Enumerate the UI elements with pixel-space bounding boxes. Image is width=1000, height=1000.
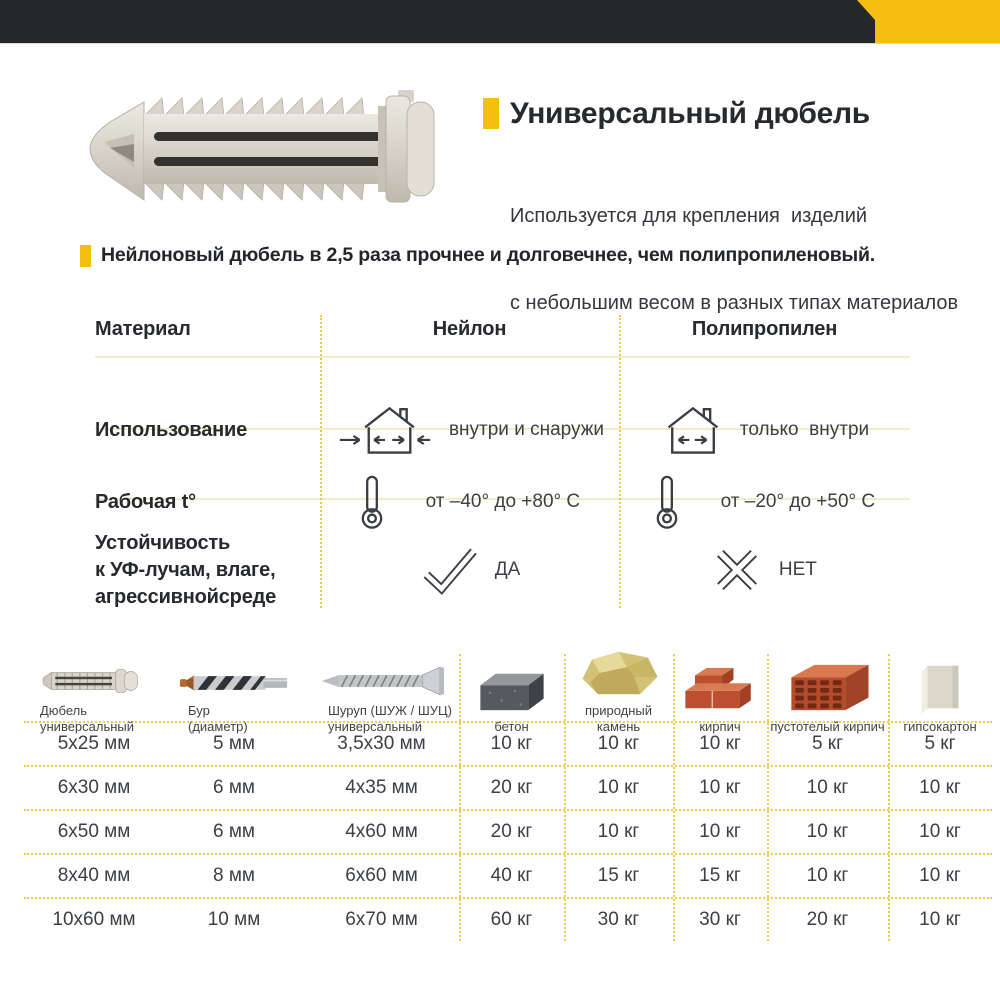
cross-icon <box>712 501 765 639</box>
table-cell: 10 кг <box>699 777 741 798</box>
yellow-marker <box>483 98 499 129</box>
table-cell: 15 кг <box>597 865 640 886</box>
table-cell: 10 кг <box>597 733 640 754</box>
column-label: бетон <box>494 719 529 734</box>
table-cell: 6x30 мм <box>57 777 131 798</box>
comparison-table <box>95 303 910 610</box>
column-header <box>673 648 767 735</box>
row-label <box>95 530 320 611</box>
table-cell: 5x25 мм <box>57 733 131 754</box>
spec-header-row <box>24 648 992 734</box>
column-header <box>564 648 673 735</box>
concrete-photo <box>459 668 564 714</box>
hero-description-line: с небольшим весом в разных типах материалов <box>510 292 959 314</box>
table-cell: 10 кг <box>597 777 640 798</box>
column-label: гипсокартон <box>903 719 977 734</box>
table-cell: 10 кг <box>806 777 849 798</box>
row-label: Рабочая t° <box>95 490 196 513</box>
table-row <box>24 809 992 853</box>
table-cell: 15 кг <box>699 865 741 886</box>
column-label: Шуруп (ШУЖ / ШУЦ) универсальный <box>328 703 452 734</box>
table-cell: 20 кг <box>490 821 533 842</box>
top-bar <box>0 0 1000 43</box>
table-cell: 20 кг <box>806 909 849 930</box>
yellow-marker <box>80 245 91 267</box>
column-header: Полипропилен <box>691 318 838 340</box>
row-label-line: агрессивнойсреде <box>95 585 277 608</box>
column-header <box>304 648 459 735</box>
table-divider <box>888 654 890 941</box>
table-cell: 10 кг <box>806 821 849 842</box>
column-header <box>888 648 992 735</box>
table-cell: 5 кг <box>811 733 844 754</box>
column-header: Материал <box>95 318 191 340</box>
table-cell <box>320 500 619 640</box>
page-title: Универсальный дюбель <box>510 97 870 130</box>
table-row <box>24 765 992 809</box>
statement-text: Нейлоновый дюбель в 2,5 раза прочнее и долговечнее, чем полипропиленовый. <box>101 244 875 266</box>
table-row <box>95 358 910 441</box>
table-cell: 10 кг <box>919 909 961 930</box>
row-label-line: к УФ-лучам, влаге, <box>95 558 276 581</box>
check-icon <box>419 500 481 640</box>
spec-table-body <box>24 723 992 941</box>
nylon-dowel-photo <box>80 86 455 211</box>
table-divider <box>564 654 566 941</box>
table-cell: 30 кг <box>699 909 741 930</box>
table-cell: 6 мм <box>213 821 255 842</box>
statement-block <box>80 244 875 267</box>
table-divider <box>767 654 769 941</box>
table-row <box>24 853 992 897</box>
comparison-header-row <box>95 303 910 358</box>
brick-photo <box>673 664 767 714</box>
dowel-photo <box>24 664 164 698</box>
table-divider <box>619 315 621 608</box>
table-cell: 20 кг <box>490 777 533 798</box>
table-divider <box>320 315 322 608</box>
cell-text: от –20° до +50° С <box>720 491 876 512</box>
table-cell: 5 мм <box>213 733 255 754</box>
table-divider <box>673 654 675 941</box>
table-cell: 6 мм <box>213 777 255 798</box>
column-header: Нейлон <box>432 318 507 340</box>
column-header <box>24 648 164 735</box>
column-label: кирпич <box>699 719 741 734</box>
cell-text: только внутри <box>739 419 870 440</box>
table-cell: 6x70 мм <box>345 909 418 930</box>
table-cell: 4x35 мм <box>345 777 418 798</box>
table-cell: 60 кг <box>490 909 533 930</box>
table-cell <box>619 501 910 639</box>
drywall-photo <box>888 660 992 714</box>
table-cell: 10x60 мм <box>52 909 136 930</box>
column-label: природный камень <box>584 703 653 734</box>
table-cell: 5 кг <box>924 733 956 754</box>
hollow-brick-photo <box>767 660 888 714</box>
column-label: пустотелый кирпич <box>770 719 885 734</box>
table-cell: 40 кг <box>490 865 533 886</box>
table-cell: 10 кг <box>919 777 961 798</box>
screw-photo <box>304 664 459 698</box>
cell-text: внутри и снаружи <box>448 419 605 440</box>
cell-text: НЕТ <box>778 559 817 580</box>
table-cell: 10 кг <box>699 821 741 842</box>
row-label: Использование <box>95 418 248 441</box>
stone-photo <box>564 648 673 698</box>
table-cell: 8 мм <box>213 865 255 886</box>
table-cell: 30 кг <box>597 909 640 930</box>
table-row <box>24 897 992 941</box>
cell-text: от –40° до +80° С <box>425 491 581 512</box>
table-divider <box>459 654 461 941</box>
column-header <box>164 648 304 735</box>
table-cell: 10 кг <box>490 733 533 754</box>
row-label-line: Устойчивость <box>95 531 231 554</box>
column-label: Дюбель универсальный <box>40 703 135 734</box>
column-header <box>767 648 888 735</box>
table-cell: 10 кг <box>597 821 640 842</box>
drill-bit-photo <box>164 668 304 698</box>
top-bar-yellow-corner <box>855 0 1000 43</box>
table-cell: 4x60 мм <box>345 821 418 842</box>
hero-description-line: Используется для крепления изделий <box>510 205 868 227</box>
table-cell: 3,5x30 мм <box>337 733 426 754</box>
table-cell: 8x40 мм <box>57 865 131 886</box>
cell-text: ДА <box>494 559 521 580</box>
table-cell: 10 кг <box>919 865 961 886</box>
table-cell: 10 мм <box>207 909 261 930</box>
table-row <box>95 500 910 610</box>
table-cell: 10 кг <box>806 865 849 886</box>
column-header <box>459 648 564 735</box>
table-cell: 6x50 мм <box>57 821 131 842</box>
table-cell: 6x60 мм <box>345 865 418 886</box>
spec-table <box>24 648 992 941</box>
table-cell: 10 кг <box>699 733 741 754</box>
table-cell: 10 кг <box>919 821 961 842</box>
column-label: Бур (диаметр) <box>188 703 248 734</box>
